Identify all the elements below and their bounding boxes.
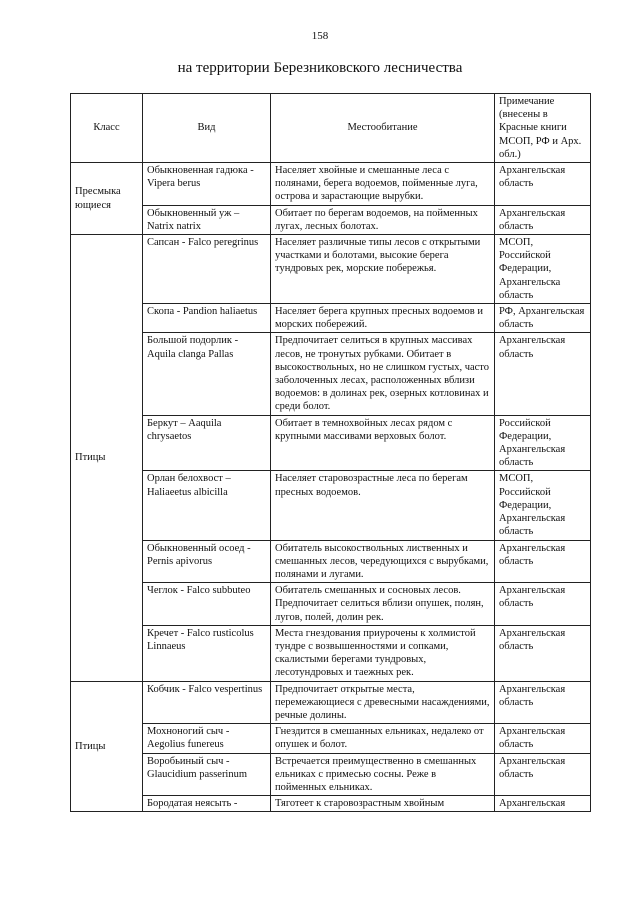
habitat-cell: Места гнездования приурочены к холмистой тундре с возвышенностями и сопками, скалистыми берегами тундровых, лесотундровых и таежных рек. [271,625,495,681]
habitat-cell: Предпочитает селиться в крупных массивах лесов, не тронутых рубками. Обитает в высокоствольных, но не слишком густых, часто заболоченных лесах, расположенных вблизи водоемов: в долинах рек, озерных котловинах и среди болот. [271,333,495,415]
table-body [71,163,591,812]
class-cell: Птицы [71,681,143,812]
species-cell: Обыкновенная гадюка - Vipera berus [143,163,271,206]
table-row [71,471,591,540]
page-number: 158 [311,30,329,42]
species-cell: Мохноногий сыч - Aegolius funereus [143,724,271,753]
habitat-cell: Обитает в темнохвойных лесах рядом с крупными массивами верховых болот. [271,415,495,471]
habitat-cell: Населяет хвойные и смешанные леса с полянами, берега водоемов, пойменные луга, острова и зарастающие вырубки. [271,163,495,206]
header-klass: Класс [71,94,143,163]
red-book-species-table [70,93,591,812]
header-habitat: Местообитание [271,94,495,163]
species-cell: Большой подорлик - Aquila clanga Pallas [143,333,271,415]
table-row [71,540,591,583]
header-note: Примечание (внесены в Красные книги МСОП, РФ и Арх. обл.) [495,94,591,163]
habitat-cell: Встречается преимущественно в смешанных ельниках с примесью сосны. Реже в пойменных ельниках. [271,753,495,796]
habitat-cell: Обитатель высокоствольных лиственных и смешанных лесов, чередующихся с вырубками, полянами и лугами. [271,540,495,583]
species-cell: Скопа - Pandion haliaetus [143,304,271,333]
note-cell: Архангельская [495,796,591,812]
class-cell: Птицы [71,235,143,682]
page-heading: на территории Березниковского лесничества [177,60,463,76]
note-cell: МСОП, Российской Федерации, Архангельская область [495,471,591,540]
table-row [71,724,591,753]
table-row [71,235,591,304]
species-cell: Обыкновенный осоед - Pernis apivorus [143,540,271,583]
habitat-cell: Населяет старовозрастные леса по берегам пресных водоемов. [271,471,495,540]
habitat-cell: Населяет берега крупных пресных водоемов и морских побережий. [271,304,495,333]
table-row [71,205,591,234]
table-row [71,415,591,471]
header-species: Вид [143,94,271,163]
habitat-cell: Обитатель смешанных и сосновых лесов. Предпочитает селиться вблизи опушек, полян, лугов, полей, долин рек. [271,583,495,626]
habitat-cell: Тяготеет к старовозрастным хвойным [271,796,495,812]
table-header-row [71,94,591,163]
table-row [71,681,591,724]
table-row [71,796,591,812]
note-cell: Архангельская область [495,333,591,415]
species-cell: Чеглок - Falco subbuteo [143,583,271,626]
note-cell: Архангельская область [495,681,591,724]
species-cell: Кречет - Falco rusticolus Linnaeus [143,625,271,681]
species-cell: Орлан белохвост – Haliaeetus albicilla [143,471,271,540]
note-cell: Архангельская область [495,163,591,206]
species-cell: Бородатая неясыть - [143,796,271,812]
note-cell: Российской Федерации, Архангельская область [495,415,591,471]
habitat-cell: Обитает по берегам водоемов, на пойменных лугах, лесных болотах. [271,205,495,234]
habitat-cell: Гнездится в смешанных ельниках, недалеко от опушек и болот. [271,724,495,753]
species-cell: Обыкновенный уж – Natrix natrix [143,205,271,234]
note-cell: Архангельская область [495,625,591,681]
note-cell: Архангельская область [495,583,591,626]
note-cell: Архангельская область [495,724,591,753]
note-cell: Архангельская область [495,205,591,234]
note-cell: МСОП, Российской Федерации, Архангельска область [495,235,591,304]
note-cell: Архангельская область [495,540,591,583]
habitat-cell: Населяет различные типы лесов с открытыми участками и болотами, высокие берега тундровых рек, морские побережья. [271,235,495,304]
table-row [71,304,591,333]
table-row [71,625,591,681]
species-cell: Сапсан - Falco peregrinus [143,235,271,304]
note-cell: Архангельская область [495,753,591,796]
habitat-cell: Предпочитает открытые места, перемежающиеся с древесными насаждениями, речные долины. [271,681,495,724]
table-row [71,333,591,415]
class-cell: Пресмыка ющиеся [71,163,143,235]
table-row [71,163,591,206]
species-cell: Беркут – Aaquila chrysaetos [143,415,271,471]
table-row [71,753,591,796]
species-cell: Воробьиный сыч - Glaucidium passerinum [143,753,271,796]
note-cell: РФ, Архангельская область [495,304,591,333]
species-cell: Кобчик - Falco vespertinus [143,681,271,724]
table-row [71,583,591,626]
